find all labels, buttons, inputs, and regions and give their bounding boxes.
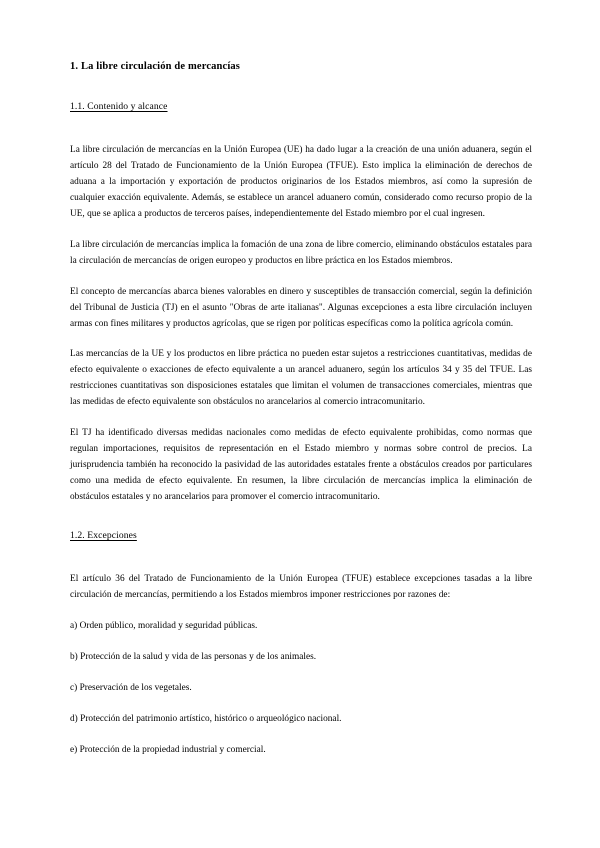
list-item: a) Orden público, moralidad y seguridad públicas. [70, 621, 258, 632]
paragraph: El concepto de mercancías abarca bienes valorables en dinero y susceptibles de transacción comercial, según la definición del Tribunal de Justicia (TJ) en el asunto "Obras de arte italianas". Algunas excepciones a esta libre circulación incluyen armas con fines militares y productos agrícolas, que se rigen por políticas específicas como la política agrícola común. [70, 286, 532, 329]
paragraph: El TJ ha identificado diversas medidas nacionales como medidas de efecto equivalente prohibidas, como normas que regulan importaciones, requisitos de representación en el Estado miembro y normas sobre control de precios. La jurisprudencia también ha reconocido la pasividad de las autoridades estatales frente a obstáculos creados por particulares como una medida de efecto equivalente. En resumen, la libre circulación de mercancías implica la eliminación de obstáculos estatales y no arancelarios para promover el comercio intracomunitario. [70, 428, 532, 503]
list-item: c) Preservación de los vegetales. [70, 683, 192, 694]
list-item: b) Protección de la salud y vida de las personas y de los animales. [70, 652, 317, 663]
list-item: e) Protección de la propiedad industrial y comercial. [70, 745, 266, 756]
section-heading-contenido-y-alcance: 1.1. Contenido y alcance [70, 100, 168, 112]
paragraph: El artículo 36 del Tratado de Funcionamiento de la Unión Europea (TFUE) establece excepciones tasadas a la libre circulación de mercancías, permitiendo a los Estados miembros imponer restricciones por razones de: [70, 574, 532, 601]
paragraph: Las mercancías de la UE y los productos en libre práctica no pueden estar sujetos a restricciones cuantitativas, medidas de efecto equivalente o exacciones de efecto equivalente a un arancel aduanero, según los artículos 34 y 35 del TFUE. Las restricciones cuantitativas son disposiciones estatales que limitan el volumen de transacciones comerciales, mientras que las medidas de efecto equivalente son obstáculos no arancelarios al comercio intracomunitario. [70, 349, 532, 408]
section-1-2-heading-wrap [70, 525, 532, 557]
list-item: d) Protección del patrimonio artístico, histórico o arqueológico nacional. [70, 714, 342, 725]
page-title: 1. La libre circulación de mercancías [70, 61, 241, 72]
paragraph: La libre circulación de mercancías implica la fomación de una zona de libre comercio, eliminando obstáculos estatales para la circulación de mercancías de origen europeo y productos en libre práctica en los Estados miembros. [70, 239, 532, 266]
paragraph: La libre circulación de mercancías en la Unión Europea (UE) ha dado lugar a la creación de una unión aduanera, según el artículo 28 del Tratado de Funcionamiento de la Unión Europea (TFUE). Esto implica la eliminación de derechos de aduana a la importación y exportación de productos originarios de los Estados miembros, así como la supresión de cualquier exacción equivalente. Además, se establece un arancel aduanero común, considerado como recurso propio de la UE, que se aplica a productos de terceros países, independientemente del Estado miembro por el cual ingresen. [70, 144, 532, 219]
section-heading-excepciones: 1.2. Excepciones [70, 530, 137, 542]
section-1-1-heading-wrap [70, 96, 532, 128]
